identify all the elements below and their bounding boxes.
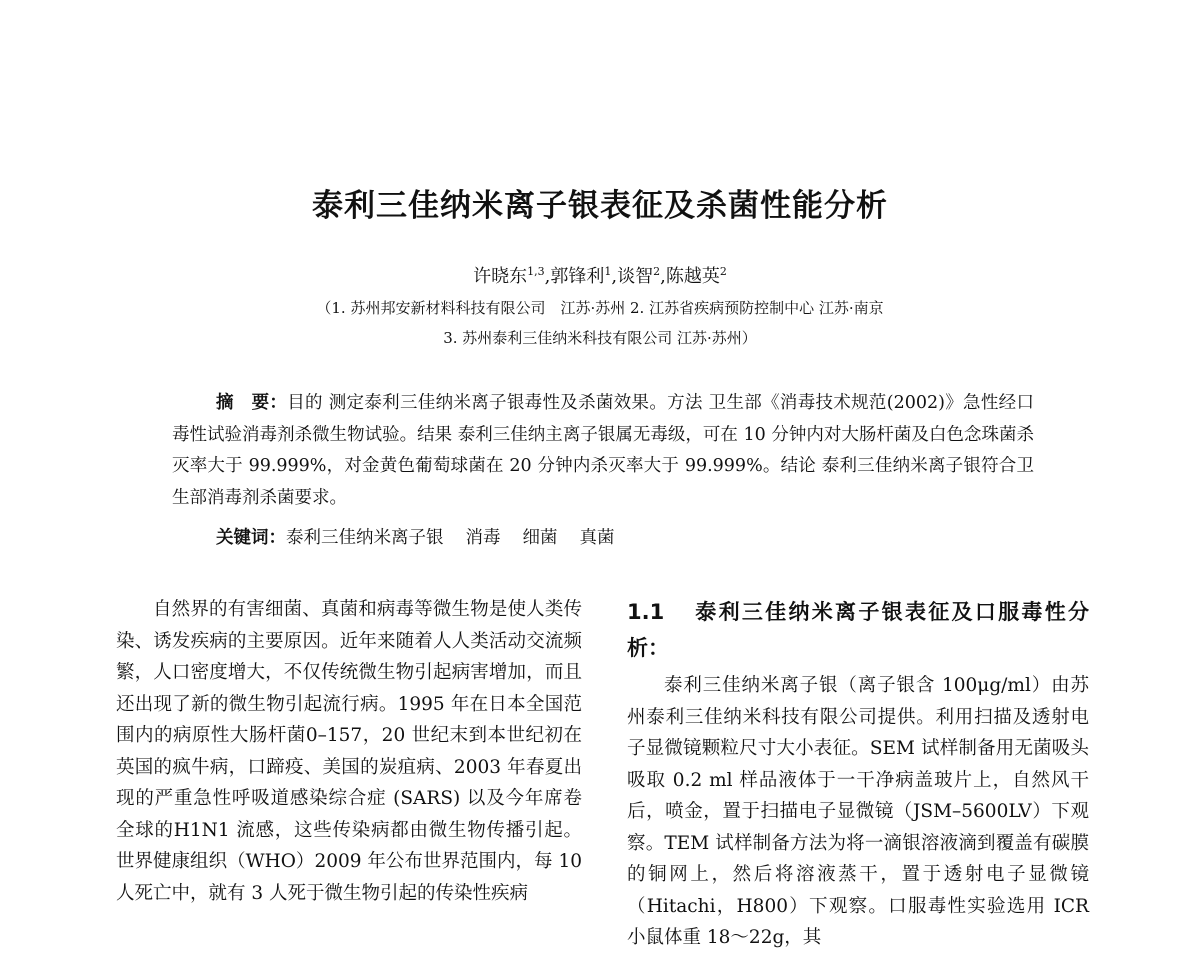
abstract-text: 目的 测定泰利三佳纳米离子银毒性及杀菌效果。方法 卫生部《消毒技术规范(2002)》急性经口毒性试验消毒剂杀微生物试验。结果 泰利三佳纳主离子银属无毒级，可在 10 分钟内对大肠杆菌及白色念珠菌杀灭率大于 99.999%，对金黄色葡萄球菌在 20 分钟内杀灭率大于 99.999%。结论 泰利三佳纳米离子银符合卫生部消毒剂杀菌要求。 <box>172 393 1034 508</box>
author-name: 许晓东 <box>473 266 528 287</box>
intro-paragraph: 自然界的有害细菌、真菌和病毒等微生物是使人类传染、诱发疾病的主要原因。近年来随着人人类活动交流频繁，人口密度增大，不仅传统微生物引起病害增加，而且还出现了新的微生物引起流行病。1995 年在日本全国范围内的病原性大肠杆菌0–157，20 世纪末到本世纪初在英国的疯牛病，口蹄疫、美国的炭疽病、2003 年春夏出现的严重急性呼吸道感染综合症 (SARS) 以及今年席卷全球的H1N1 流感，这些传染病都由微生物传播引起。世界健康组织（WHO）2009 年公布世界范围内，每 10 人死亡中，就有 3 人死于微生物引起的传染性疾病 <box>116 599 582 904</box>
author-affiliation-mark: 1 <box>604 265 612 278</box>
affiliation-line: （1. 苏州邦安新材料科技有限公司 江苏·苏州 2. 江苏省疾病预防控制中心 江苏·南京 <box>316 299 884 317</box>
author-list: 许晓东$^{1,3}$,郭锋利$^1$,谈智$^2$,陈越英$^2$ <box>473 265 727 287</box>
author-name: 陈越英 <box>665 266 720 287</box>
affiliation-line: 3. 苏州泰利三佳纳米科技有限公司 江苏·苏州） <box>443 329 757 347</box>
keyword: 消毒 <box>465 528 501 548</box>
body-column-left <box>116 594 582 909</box>
section-number: 1.1 <box>627 600 665 624</box>
keyword: 泰利三佳纳米离子银 <box>286 528 444 548</box>
abstract-label: 摘 要： <box>216 393 288 413</box>
abstract <box>172 388 1034 514</box>
keyword: 真菌 <box>579 528 615 548</box>
author-affiliation-mark: 2 <box>719 265 727 278</box>
section-title: 泰利三佳纳米离子银表征及口服毒性分析： <box>627 600 1089 660</box>
keywords-label: 关键词： <box>216 528 286 548</box>
section-heading <box>627 594 1089 666</box>
author-affiliation-mark: 2 <box>653 265 661 278</box>
section-paragraph: 泰利三佳纳米离子银（离子银含 100μg/ml）由苏州泰利三佳纳米科技有限公司提供。利用扫描及透射电子显微镜颗粒尺寸大小表征。SEM 试样制备用无菌吸头吸取 0.2 ml 样品液体于一干净病盖玻片上，自然风干后，喷金，置于扫描电子显微镜（JSM–5600LV）下观察。TEM 试样制备方法为将一滴银溶液滴到覆盖有碳膜的铜网上，然后将溶液蒸干，置于透射电子显微镜（Hitachi，H800）下观察。口服毒性实验选用 ICR 小鼠体重 18～22g，其 <box>627 675 1089 948</box>
author-name: 谈智 <box>617 266 654 287</box>
author-affiliation-mark: 1,3 <box>527 265 545 278</box>
keyword: 细菌 <box>522 528 558 548</box>
body-column-right <box>627 594 1089 954</box>
author-name: 郭锋利 <box>550 266 605 287</box>
keywords <box>216 524 637 549</box>
paper-title: 泰利三佳纳米离子银表征及杀菌性能分析 <box>312 188 888 224</box>
